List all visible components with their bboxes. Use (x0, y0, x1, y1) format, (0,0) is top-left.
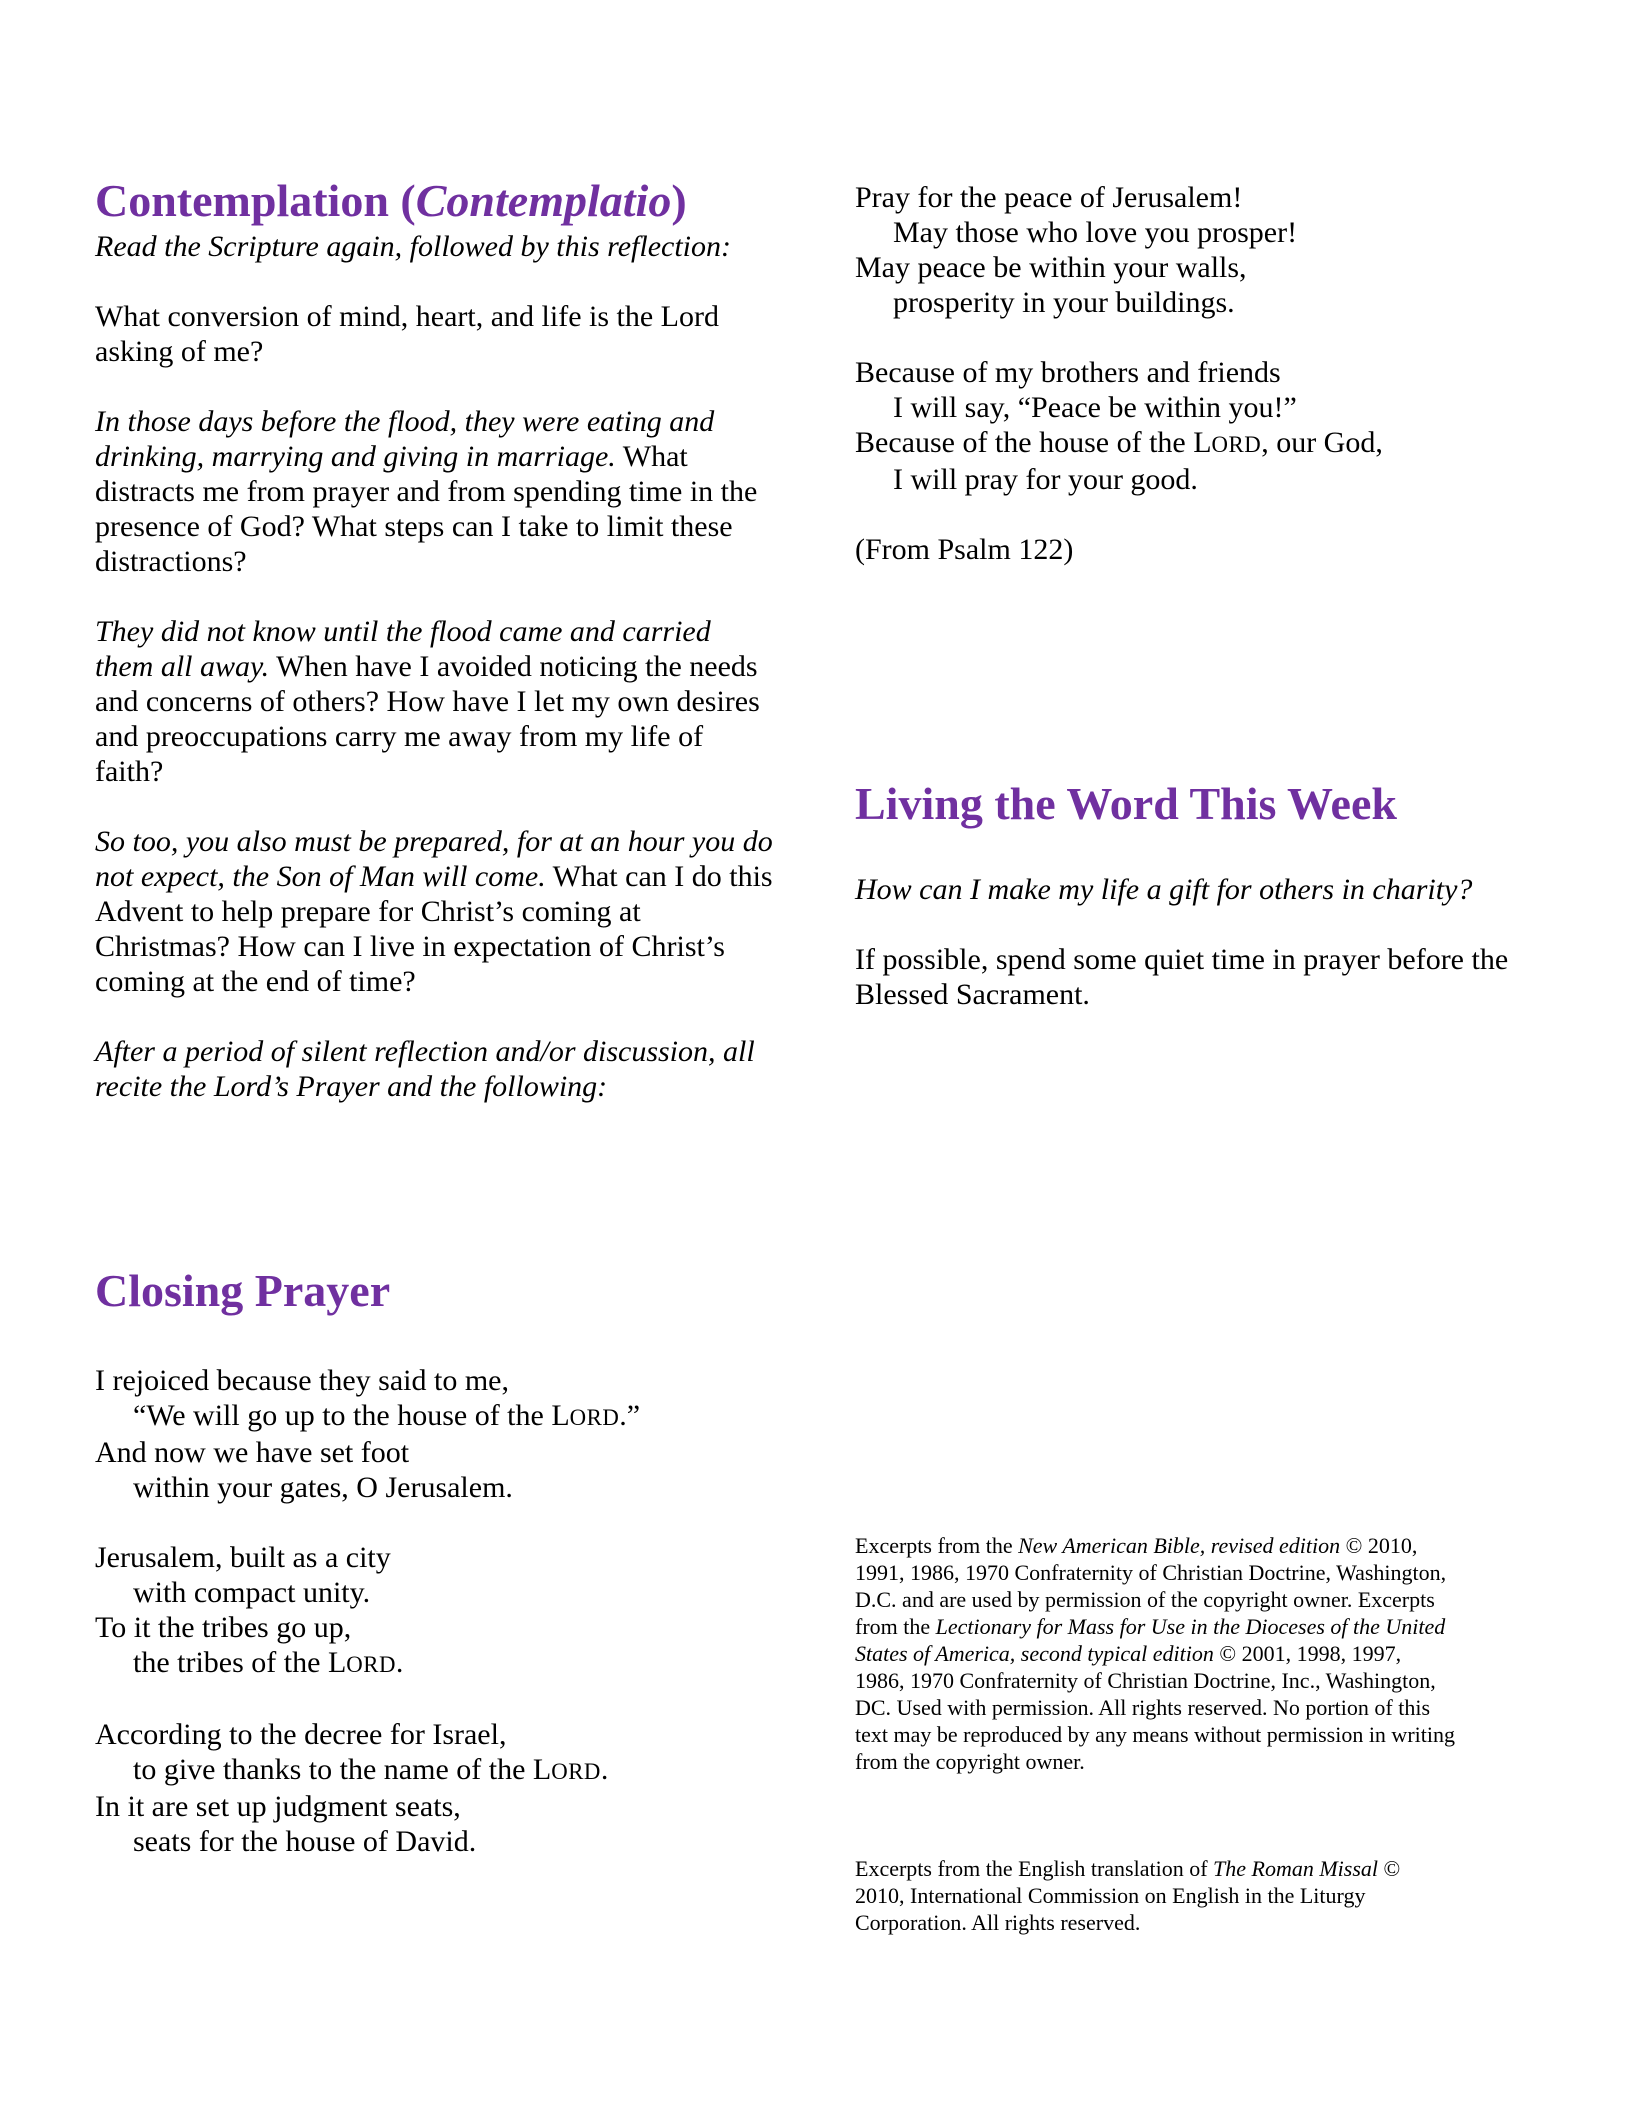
verse-stanza (855, 180, 1535, 320)
verse-line (95, 1824, 775, 1859)
text-segment: © 2001, 1998, 1997, 1986, 1970 Confraternity of Christian Doctrine, Inc., Washington, DC. Used with permission. All rights reserved. No portion of this text may be reproduced by any means without permission in writing from the copyright owner. (855, 1640, 1455, 1774)
verse-line (95, 1610, 775, 1645)
verse-line (95, 1540, 775, 1575)
verse-line (95, 1717, 775, 1752)
verse-line (855, 285, 1535, 320)
text-segment: ORD (551, 1759, 601, 1785)
copyright-notice-missal (855, 1855, 1455, 1936)
reflection-paragraph (95, 824, 775, 999)
reflection-paragraph (95, 299, 775, 369)
verse-line (855, 390, 1535, 425)
text-segment: And now we have set foot (95, 1436, 410, 1470)
text-segment: How can I make my life a gift for others in charity? (855, 872, 1473, 906)
text-segment: . (395, 1646, 404, 1680)
closing-prayer-verses (95, 1363, 775, 1859)
verse-line (95, 1789, 775, 1824)
text-segment: I will say, “Peace be within you!” (893, 391, 1297, 424)
text-segment: May peace be within your walls, (855, 251, 1247, 284)
text-segment: May those who love you prosper! (893, 216, 1298, 249)
text-segment: If possible, spend some quiet time in prayer before the Blessed Sacrament. (855, 942, 1509, 1011)
text-segment: Because of my brothers and friends (855, 356, 1281, 389)
text-segment: After a period of silent reflection and/or discussion, all recite the Lord’s Prayer and the following: (95, 1034, 755, 1103)
text-segment: within your gates, O Jerusalem. (133, 1471, 513, 1505)
contemplation-heading (95, 176, 775, 227)
text-segment: The Roman Missal (1213, 1855, 1379, 1881)
right-column (855, 180, 1535, 1936)
reflection-paragraph (95, 614, 775, 789)
text-segment: Lectionary for Mass for Use in the Dioceses of the United States of America, second typical edition (855, 1613, 1446, 1666)
text-segment: with compact unity. (133, 1576, 371, 1610)
verse-line (95, 1575, 775, 1610)
reflection-rubric (95, 1034, 775, 1104)
text-segment: I will pray for your good. (893, 463, 1198, 496)
text-segment: I rejoiced because they said to me, (95, 1364, 509, 1398)
text-segment: to give thanks to the name of the L (133, 1753, 552, 1787)
verse-line (95, 1398, 775, 1435)
verse-stanza (855, 355, 1535, 497)
text-segment: © 2010, 1991, 1986, 1970 Confraternity of Christian Doctrine, Washington, D.C. and are used by permission of the copyright owner. Excerpts from the (855, 1532, 1447, 1639)
text-segment: ORD (1211, 432, 1262, 457)
verse-line (855, 180, 1535, 215)
verse-line (855, 215, 1535, 250)
text-segment: Read the Scripture again, followed by this reflection: (95, 229, 731, 263)
verse-line (95, 1752, 775, 1789)
verse-line (855, 425, 1535, 462)
text-segment: seats for the house of David. (133, 1825, 477, 1859)
text-segment: © 2010, International Commission on English in the Liturgy Corporation. All rights reserved. (855, 1855, 1401, 1935)
text-segment: Excerpts from the (855, 1532, 1019, 1558)
psalm-attribution: (From Psalm 122) (855, 533, 1074, 566)
psalm-verses (855, 180, 1535, 497)
text-segment: What can I do this Advent to help prepare for Christ’s coming at Christmas? How can I live in expectation of Christ’s coming at the end of time? (95, 859, 773, 998)
text-segment: New American Bible, revised edition (1018, 1532, 1341, 1558)
living-the-word-question (855, 872, 1535, 907)
text-segment: ) (671, 175, 687, 226)
text-segment: So too, you also must be prepared, for at an hour you do not expect, the Son of Man will come. (95, 824, 773, 893)
text-segment: To it the tribes go up, (95, 1611, 352, 1645)
verse-line (95, 1363, 775, 1398)
text-segment: Because of the house of the L (855, 426, 1212, 459)
text-segment: . (600, 1753, 609, 1787)
text-segment: In those days before the flood, they were eating and drinking, marrying and giving in marriage. (95, 404, 715, 473)
left-column (95, 176, 775, 1859)
contemplation-subtitle (95, 229, 775, 264)
verse-line (855, 462, 1535, 497)
text-segment: Contemplation ( (95, 175, 416, 226)
text-segment: What conversion of mind, heart, and life is the Lord asking of me? (95, 299, 719, 368)
text-segment: prosperity in your buildings. (893, 286, 1235, 319)
verse-line (855, 250, 1535, 285)
verse-stanza (95, 1717, 775, 1859)
text-segment: ORD (346, 1652, 396, 1678)
text-segment: Pray for the peace of Jerusalem! (855, 181, 1243, 214)
text-segment: In it are set up judgment seats, (95, 1790, 461, 1824)
text-segment: According to the decree for Israel, (95, 1718, 507, 1752)
verse-line (95, 1470, 775, 1505)
closing-prayer-heading: Closing Prayer (95, 1264, 391, 1316)
verse-stanza (95, 1363, 775, 1505)
text-segment: When have I avoided noticing the needs and concerns of others? How have I let my own desires and preoccupations carry me away from my life of faith? (95, 649, 760, 788)
verse-line (95, 1645, 775, 1682)
copyright-notice-bible (855, 1532, 1455, 1775)
verse-stanza (95, 1540, 775, 1682)
verse-line (95, 1435, 775, 1470)
living-the-word-instruction (855, 942, 1535, 1012)
reflection-paragraph (95, 404, 775, 579)
text-segment: Jerusalem, built as a city (95, 1541, 391, 1575)
text-segment: They did not know until the flood came and carried them all away. (95, 614, 711, 683)
text-segment: Contemplatio (415, 175, 672, 226)
text-segment: ORD (569, 1405, 620, 1431)
text-segment: Excerpts from the English translation of (855, 1855, 1214, 1881)
text-segment: “We will go up to the house of the L (133, 1399, 570, 1433)
text-segment: .” (619, 1399, 641, 1433)
living-the-word-heading: Living the Word This Week (855, 778, 1397, 829)
text-segment: , our God, (1261, 426, 1383, 459)
verse-line (855, 355, 1535, 390)
text-segment: the tribes of the L (133, 1646, 347, 1680)
text-segment: What distracts me from prayer and from spending time in the presence of God? What steps can I take to limit these distractions? (95, 439, 758, 578)
